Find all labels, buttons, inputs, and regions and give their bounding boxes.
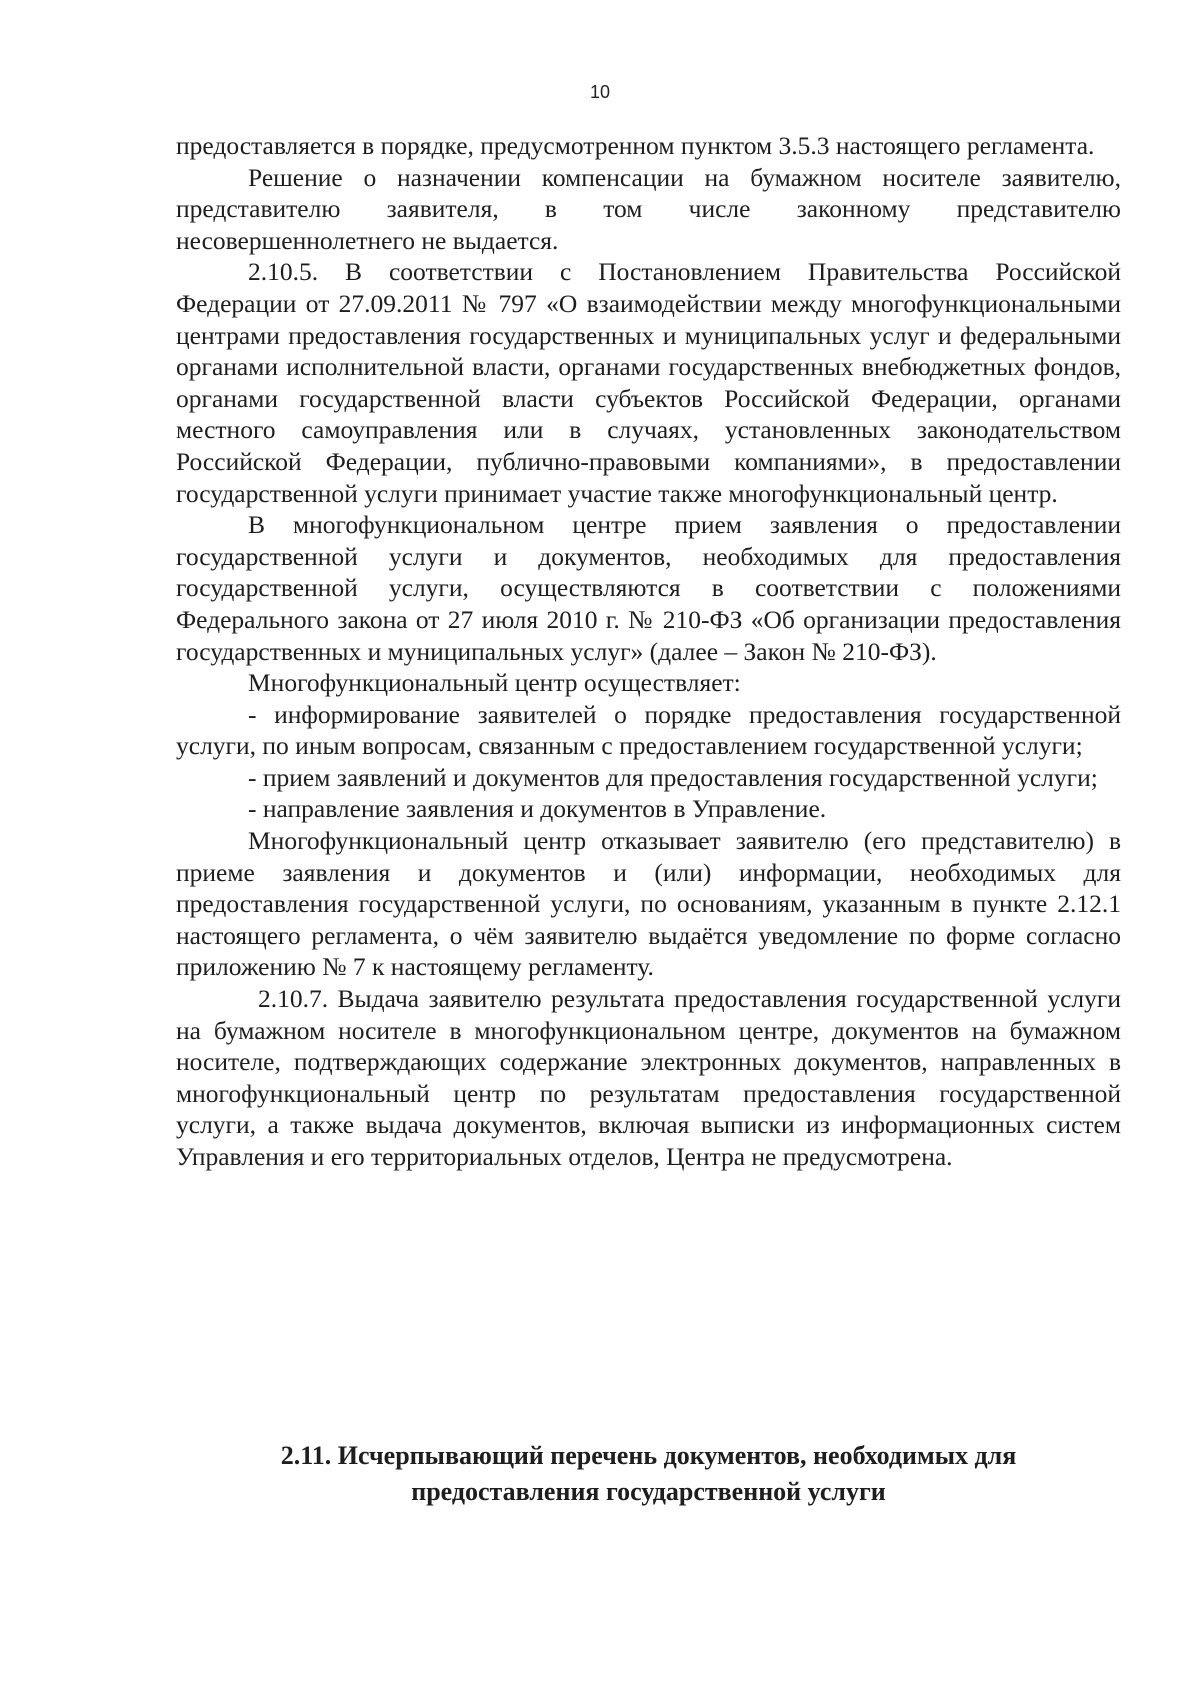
- list-item-informing: - информирование заявителей о порядке предоставления государственной услуги, по иным вопросам, связанным с предоставлением государственной услуги;: [176, 699, 1121, 761]
- paragraph-mfc-refusal: Многофункциональный центр отказывает заявителю (его представителю) в приеме заявления и документов и (или) информации, необходимых для предоставления государственной услуги, по основаниям, указанным в пункте 2.12.1 настоящего регламента, о чём заявителю выдаётся уведомление по форме согласно приложению № 7 к настоящему регламенту.: [176, 826, 1121, 982]
- section-heading-2-11: [176, 1438, 1121, 1510]
- list-item-sending: - направление заявления и документов в Управление.: [248, 794, 827, 824]
- page-number: 10: [589, 82, 611, 102]
- section-heading-line-2: предоставления государственной услуги: [411, 1477, 886, 1506]
- paragraph-mfc-reception: В многофункциональном центре прием заявления о предоставлении государственной услуги и документов, необходимых для предоставления государственной услуги, осуществляются в соответствии с положениями Федерального закона от 27 июля 2010 г. № 210-ФЗ «Об организации предоставления государственных и муниципальных услуг» (далее – Закон № 210-ФЗ).: [176, 510, 1121, 666]
- paragraph-mfc-performs: Многофункциональный центр осуществляет:: [248, 668, 741, 698]
- paragraph-continuation: предоставляется в порядке, предусмотренном пунктом 3.5.3 настоящего регламента.: [176, 131, 1095, 160]
- list-item-reception: - прием заявлений и документов для предоставления государственной услуги;: [248, 762, 1098, 792]
- paragraph-2-10-5: 2.10.5. В соответствии с Постановлением Правительства Российской Федерации от 27.09.2011 № 797 «О взаимодействии между многофункциональными центрами предоставления государственных и муниципальных услуг и федеральными органами исполнительной власти, органами государственных внебюджетных фондов, органами государственной власти субъектов Российской Федерации, органами местного самоуправления или в случаях, установленных законодательством Российской Федерации, публично-правовыми компаниями», в предоставлении государственной услуги принимает участие также многофункциональный центр.: [176, 257, 1121, 508]
- paragraph-2-10-7: 2.10.7. Выдача заявителю результата предоставления государственной услуги на бумажном носителе в многофункциональном центре, документов на бумажном носителе, подтверждающих содержание электронных документов, направленных в многофункциональный центр по результатам предоставления государственной услуги, а также выдача документов, включая выписки из информационных систем Управления и его территориальных отделов, Центра не предусмотрена.: [176, 984, 1121, 1171]
- section-heading-line-1: 2.11. Исчерпывающий перечень документов, необходимых для: [280, 1441, 1017, 1470]
- paragraph-compensation-decision: Решение о назначении компенсации на бумажном носителе заявителю, представителю заявителя, в том числе законному представителю несовершеннолетнего не выдается.: [176, 162, 1121, 255]
- document-body: [176, 130, 1121, 1173]
